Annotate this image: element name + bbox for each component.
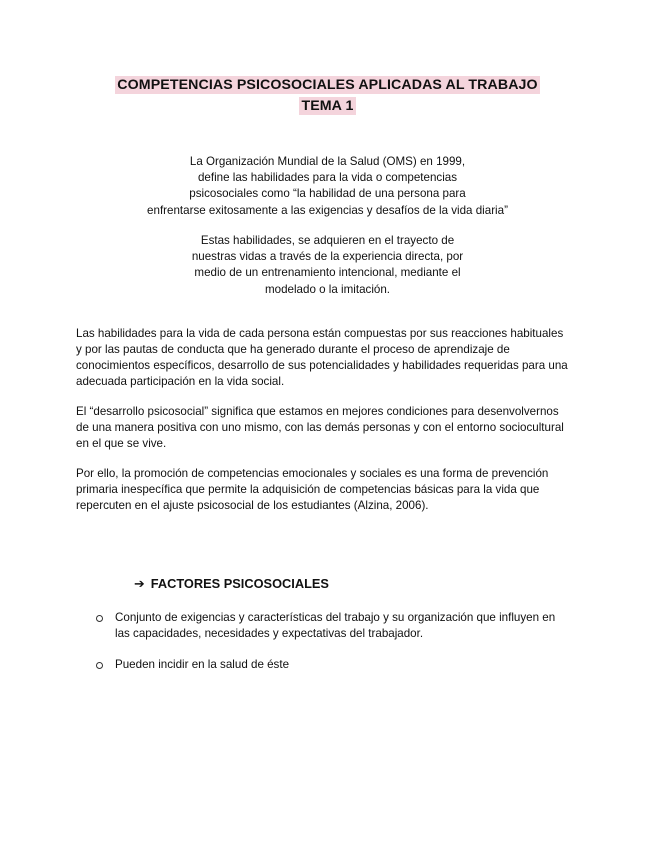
text-line: modelado o la imitación. [264, 282, 391, 296]
text-line: en el que se vive. [76, 436, 167, 450]
text-line: Conjunto de exigencias y características del trabajo y su organización que influyen en [115, 611, 556, 624]
text-line: La Organización Mundial de la Salud (OMS) en 1999, [189, 155, 466, 168]
text-line: nuestras vidas a través de la experiencia directa, por [191, 250, 464, 264]
text-line: medio de un entrenamiento intencional, mediante el [194, 266, 461, 280]
promotion-paragraph [76, 466, 591, 514]
text-line: y por las pautas de conducta que ha generado durante el proceso de aprendizaje de [76, 342, 510, 356]
text-line: enfrentarse exitosamente a las exigencias y desafíos de la vida diaria” [147, 203, 508, 217]
list-item [96, 657, 596, 673]
bullet-list [96, 610, 596, 673]
title-line-1: COMPETENCIAS PSICOSOCIALES APLICADAS AL TRABAJO [117, 77, 538, 93]
title-line-2: TEMA 1 [301, 98, 354, 114]
text-line: adecuada participación en la vida social. [76, 374, 285, 388]
text-line: Las habilidades para la vida de cada persona están compuestas por sus reacciones habituales [76, 327, 564, 340]
arrow-right-icon: ➔ [134, 576, 145, 591]
list-item [96, 610, 596, 642]
text-line: las capacidades, necesidades y expectativas del trabajador. [115, 626, 424, 640]
text-line: Pueden incidir en la salud de éste [115, 657, 290, 671]
hollow-bullet-icon [96, 662, 103, 669]
text-line: conocimientos específicos, desarrollo de sus potencialidades y habilidades requeridas para una [76, 358, 568, 372]
section-heading-text: FACTORES PSICOSOCIALES [150, 576, 329, 591]
text-line: repercuten en el ajuste psicosocial de los estudiantes (Alzina, 2006). [76, 498, 429, 512]
skills-acquisition-paragraph [0, 233, 655, 298]
text-line: Estas habilidades, se adquieren en el trayecto de [200, 234, 455, 247]
section-heading [134, 575, 329, 593]
text-line: de una manera positiva con uno mismo, con las demás personas y con el entorno sociocultural [76, 420, 564, 434]
document-title [0, 76, 655, 118]
text-line: primaria inespecífica que permite la adquisición de competencias básicas para la vida que [76, 482, 540, 496]
life-skills-paragraph [76, 326, 591, 390]
text-line: psicosociales como “la habilidad de una persona para [189, 187, 466, 201]
text-line: El “desarrollo psicosocial” significa que estamos en mejores condiciones para desenvolvernos [76, 405, 559, 418]
text-line: Por ello, la promoción de competencias emocionales y sociales es una forma de prevención [76, 467, 549, 480]
hollow-bullet-icon [96, 615, 103, 622]
psychosocial-development-paragraph [76, 404, 591, 452]
text-line: define las habilidades para la vida o competencias [197, 171, 458, 185]
oms-definition-paragraph [0, 154, 655, 219]
